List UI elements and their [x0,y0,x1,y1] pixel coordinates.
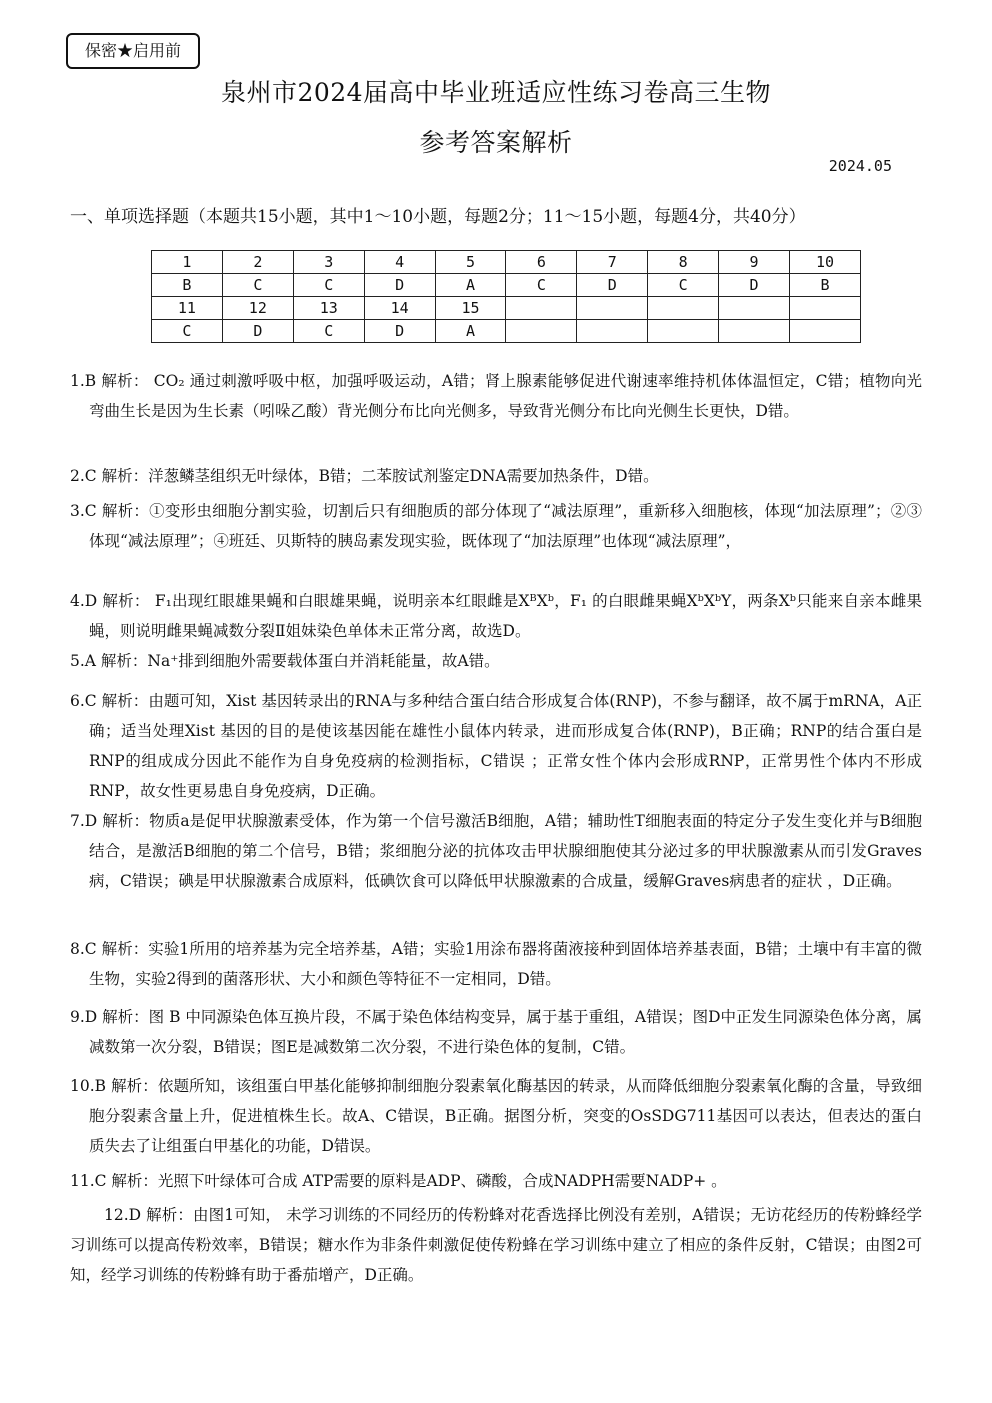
answer-table [151,250,861,343]
answer-table-cell [577,320,648,343]
answer-table-cell: 14 [364,297,435,320]
explanation-10: 10.B 解析：依题所知，该组蛋白甲基化能够抑制细胞分裂素氧化酶基因的转录，从而降低细胞分裂素氧化酶的含量，导致细胞分裂素含量上升，促进植株生长。故A、C错误，B正确。据图分析，突变的OsSDG711基因可以表达，但表达的蛋白质失去了让组蛋白甲基化的功能，D错误。 [70,1077,922,1155]
section-heading: 一、单项选择题（本题共15小题，其中1～10小题，每题2分；11～15小题，每题4分，共40分） [70,207,806,227]
answer-table-row [152,320,861,343]
confidential-badge: 保密★启用前 [66,33,200,69]
answer-table-cell: C [293,320,364,343]
document-date: 2024.05 [828,157,892,175]
answer-table-cell: D [364,274,435,297]
answer-table-cell: A [435,320,506,343]
explanation-12: 12.D 解析：由图1可知， 未学习训练的不同经历的传粉蜂对花香选择比例没有差别，A错误；无访花经历的传粉蜂经学习训练可以提高传粉效率，B错误；糖水作为非条件刺激促使传粉蜂在学习训练中建立了相应的条件反射，C错误；由图2可知，经学习训练的传粉蜂有助于番茄增产，D正确。 [70,1206,922,1284]
answer-table-cell: 11 [152,297,223,320]
answer-table-cell: C [506,274,577,297]
answer-table-cell [506,297,577,320]
answer-table-cell: 12 [222,297,293,320]
explanation-11: 11.C 解析：光照下叶绿体可合成 ATP需要的原料是ADP、磷酸，合成NADPH需要NADP+ 。 [70,1172,727,1190]
answer-table-cell: 3 [293,251,364,274]
answer-table-cell: D [719,274,790,297]
explanation-1: 1.B 解析： CO₂ 通过刺激呼吸中枢，加强呼吸运动，A错；肾上腺素能够促进代谢速率维持机体体温恒定，C错；植物向光弯曲生长是因为生长素（吲哚乙酸）背光侧分布比向光侧多，导致背光侧分布比向光侧生长更快，D错。 [70,372,922,420]
answer-table-cell [790,297,861,320]
explanation-4: 4.D 解析： F₁出现红眼雄果蝇和白眼雄果蝇，说明亲本红眼雌是XᴮXᵇ，F₁ 的白眼雌果蝇XᵇXᵇY，两条Xᵇ只能来自亲本雌果蝇，则说明雌果蝇减数分裂Ⅱ姐妹染色单体未正常分离，故选D。 [70,592,922,640]
answer-table-cell [506,320,577,343]
explanation-3: 3.C 解析：①变形虫细胞分割实验，切割后只有细胞质的部分体现了“减法原理”，重新移入细胞核，体现“加法原理”；②③体现“减法原理”；④班廷、贝斯特的胰岛素发现实验，既体现了“加法原理”也体现“减法原理”， [70,502,922,550]
answer-table-cell: B [790,274,861,297]
explanation-2: 2.C 解析：洋葱鳞茎组织无叶绿体，B错；二苯胺试剂鉴定DNA需要加热条件，D错。 [70,467,659,485]
answer-table-cell [790,320,861,343]
answer-table-cell: 7 [577,251,648,274]
answer-table-row [152,274,861,297]
answer-table-cell: 6 [506,251,577,274]
explanation-8: 8.C 解析：实验1所用的培养基为完全培养基，A错；实验1用涂布器将菌液接种到固体培养基表面，B错；土壤中有丰富的微生物，实验2得到的菌落形状、大小和颜色等特征不一定相同，D错。 [70,940,922,988]
answer-table-cell: D [364,320,435,343]
page-title: 泉州市2024届高中毕业班适应性练习卷高三生物 [220,78,772,107]
answer-table-cell [577,297,648,320]
answer-table-cell: 4 [364,251,435,274]
answer-table-cell: 1 [152,251,223,274]
answer-table-cell [719,320,790,343]
answer-table-cell [719,297,790,320]
explanation-9: 9.D 解析：图 B 中同源染色体互换片段，不属于染色体结构变异，属于基于重组，A错误；图D中正发生同源染色体分离，属减数第一次分裂，B错误；图E是减数第二次分裂，不进行染色体的复制，C错。 [70,1008,923,1056]
answer-table-cell: 10 [790,251,861,274]
explanation-7: 7.D 解析：物质a是促甲状腺激素受体，作为第一个信号激活B细胞，A错；辅助性T细胞表面的特定分子发生变化并与B细胞结合，是激活B细胞的第二个信号，B错；浆细胞分泌的抗体攻击甲状腺细胞使其分泌过多的甲状腺激素从而引发Graves病，C错误；碘是甲状腺激素合成原料，低碘饮食可以降低甲状腺激素的合成量，缓解Graves病患者的症状 ，D正确。 [70,812,922,890]
page-subtitle: 参考答案解析 [419,128,573,157]
answer-table-row [152,297,861,320]
answer-table-cell: 9 [719,251,790,274]
explanation-6: 6.C 解析：由题可知，Xist 基因转录出的RNA与多种结合蛋白结合形成复合体(RNP)，不参与翻译，故不属于mRNA，A正确；适当处理Xist 基因的目的是使该基因能在雄性小鼠体内转录，进而形成复合体(RNP)，B正确；RNP的结合蛋白是RNP的组成成分因此不能作为自身免疫病的检测指标，C错误 ；正常女性个体内会形成RNP，正常男性个体内不形成RNP，故女性更易患自身免疫病，D正确。 [70,692,922,800]
answer-table-cell: A [435,274,506,297]
answer-table-cell: 15 [435,297,506,320]
answer-table-cell: 8 [648,251,719,274]
answer-table-cell: 13 [293,297,364,320]
answer-table-cell: C [648,274,719,297]
answer-table-cell: D [577,274,648,297]
answer-table-cell: 2 [222,251,293,274]
answer-table-cell [648,297,719,320]
explanation-5: 5.A 解析：Na⁺排到细胞外需要载体蛋白并消耗能量，故A错。 [70,652,500,670]
answer-table-cell: C [222,274,293,297]
answer-table-row [152,251,861,274]
answer-table-cell [648,320,719,343]
answer-table-cell: 5 [435,251,506,274]
answer-table-cell: D [222,320,293,343]
answer-table-cell: B [152,274,223,297]
answer-table-cell: C [152,320,223,343]
answer-table-cell: C [293,274,364,297]
